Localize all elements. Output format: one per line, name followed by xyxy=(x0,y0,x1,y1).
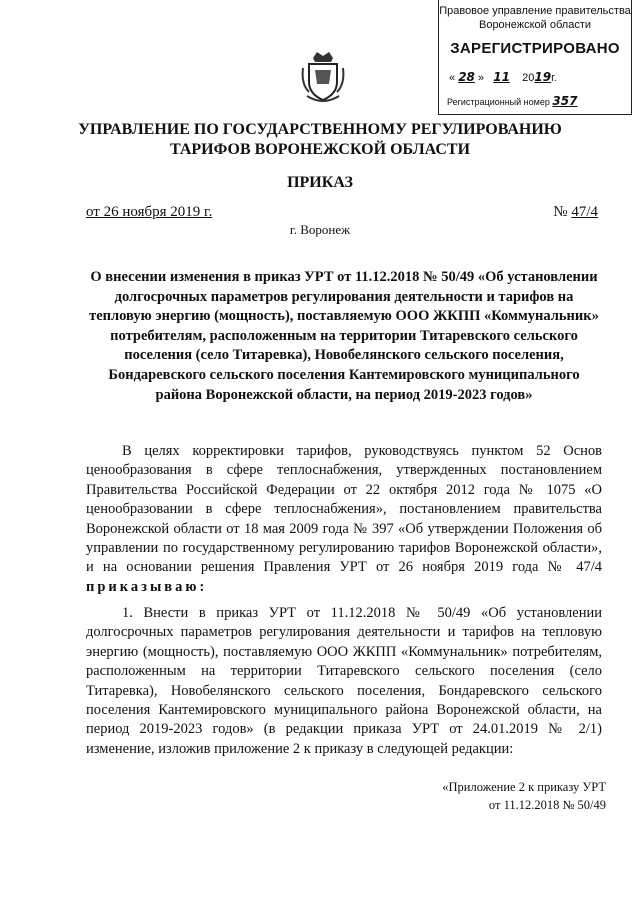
appendix-reference xyxy=(442,778,606,814)
stamp-date: « 28 » 11 2019г. xyxy=(449,70,557,84)
document-type: ПРИКАЗ xyxy=(287,174,353,191)
stamp-day: 28 xyxy=(458,70,475,84)
stamp-line2: Воронежской области xyxy=(478,19,591,31)
preamble-text: В целях корректировки тарифов, руководствуясь пунктом 52 Основ ценообразования в сфере теплоснабжения, утвержденных постановлением Правительства Российской Федерации от 22 октября 2012 года № 1075 «О ценообразовании в сфере теплоснабжения», постановлением правительства Воронежской области от 18 мая 2009 года № 397 «Об утверждении Положения об управлении по государственному регулированию тарифов Воронежской области», и на основании решения Правления УРТ от 26 ноября 2019 года № 47/4 xyxy=(86,443,602,576)
city: г. Воронеж xyxy=(289,222,351,237)
stamp-registered: ЗАРЕГИСТРИРОВАНО xyxy=(450,40,620,57)
stamp-year-end: г. xyxy=(551,72,557,84)
stamp-line1: Правовое управление правительства xyxy=(439,5,631,17)
decree-word: приказываю: xyxy=(86,578,208,595)
order-title: О внесении изменения в приказ УРТ от 11.12.2018 № 50/49 «Об установлении долгосрочных параметров регулирования деятельности и тарифов на тепловую энергию (мощность), поставляемую ООО ЖКПП «Коммунальник» потребителям, расположенным на территории Титаревского сельского поселения (село Титаревка), Новобелянского сельского поселения, Бондаревского сельского поселения Кантемировского муниципального района Воронежской области, на период 2019-2023 годов» xyxy=(89,269,599,403)
org-line2: ТАРИФОВ ВОРОНЕЖСКОЙ ОБЛАСТИ xyxy=(169,141,471,158)
stamp-header xyxy=(439,4,631,32)
organization-name xyxy=(0,120,640,160)
org-line1: УПРАВЛЕНИЕ ПО ГОСУДАРСТВЕННОМУ РЕГУЛИРОВАНИЮ xyxy=(78,121,562,138)
stamp-month: 11 xyxy=(493,70,510,84)
appendix-line1: «Приложение 2 к приказу УРТ xyxy=(442,780,606,794)
stamp-year-suffix: 19 xyxy=(534,70,552,84)
order-number-prefix: № xyxy=(553,204,572,220)
order-date: от 26 ноября 2019 г. xyxy=(86,204,213,220)
stamp-number xyxy=(447,94,627,108)
registration-stamp xyxy=(438,0,632,115)
clause-1-paragraph: 1. Внести в приказ УРТ от 11.12.2018 № 50/49 «Об установлении долгосрочных параметров регулирования деятельности и тарифов на тепловую энергию (мощность), поставляемую ООО ЖКПП «Коммунальник» потребителям, расположенным на территории Титаревского сельского поселения (село Титаревка), Новобелянского сельского поселения, Бондаревского сельского поселения Кантемировского муниципального района Воронежской области, на период 2019-2023 годов» (в редакции приказа УРТ от 24.01.2019 № 2/1) изменение, изложив приложение 2 к приказу в следующей редакции: xyxy=(86,605,602,757)
order-number xyxy=(553,204,598,221)
preamble-paragraph xyxy=(86,442,602,597)
stamp-number-label: Регистрационный номер xyxy=(447,97,550,107)
coat-of-arms-icon xyxy=(299,48,347,106)
appendix-line2: от 11.12.2018 № 50/49 xyxy=(488,798,606,812)
stamp-year-prefix: 20 xyxy=(522,72,535,84)
order-number-value: 47/4 xyxy=(571,204,598,220)
stamp-number-value: 357 xyxy=(552,94,578,108)
